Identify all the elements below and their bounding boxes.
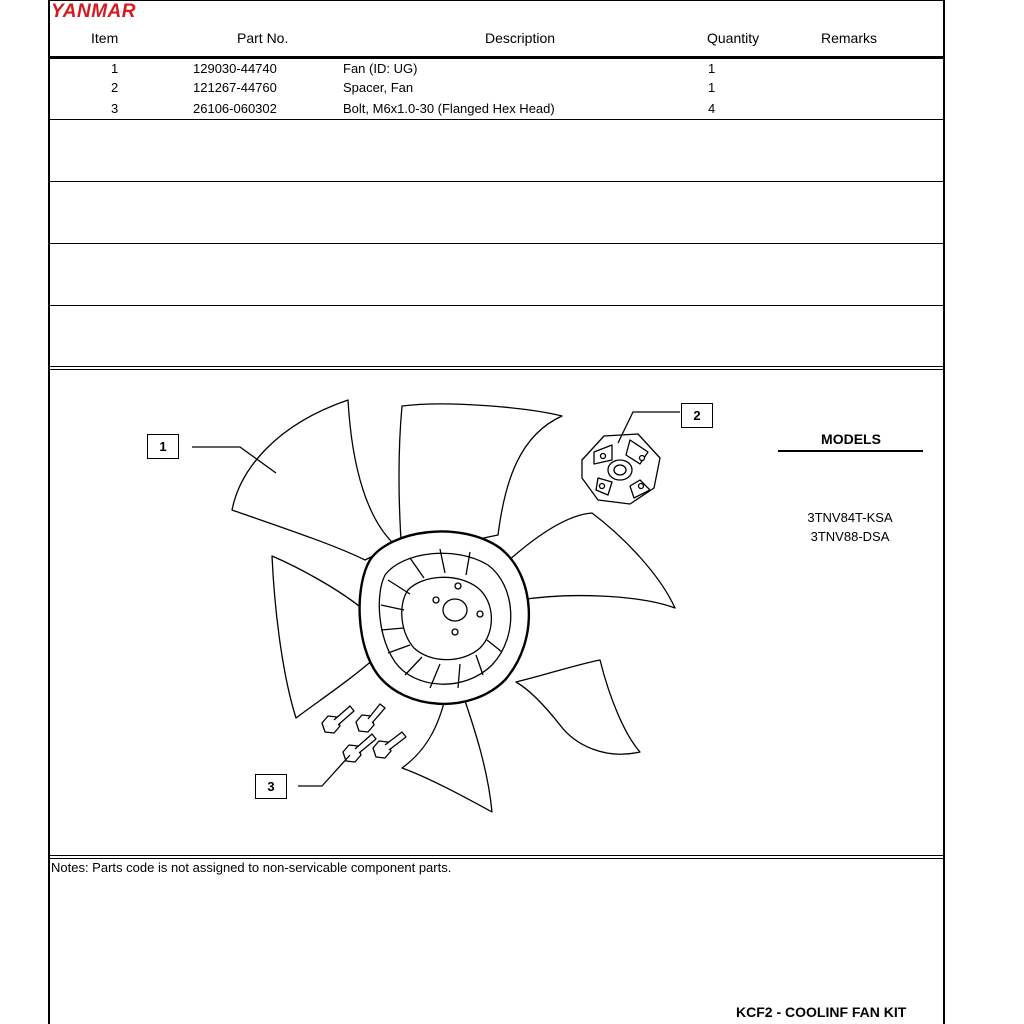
bolt	[373, 732, 406, 758]
header-divider	[48, 56, 945, 59]
yanmar-logo: YANMAR	[51, 1, 136, 22]
row-description: Bolt, M6x1.0-30 (Flanged Hex Head)	[343, 101, 555, 116]
fan-spacer	[582, 434, 660, 504]
callout-1: 1	[147, 434, 179, 459]
bolt	[356, 704, 385, 732]
kit-title: KCF2 - COOLINF FAN KIT	[736, 1004, 907, 1020]
bolt	[322, 706, 354, 733]
callout-3: 3	[255, 774, 287, 799]
row-divider	[48, 119, 945, 120]
callout-2: 2	[681, 403, 713, 428]
flange-bolts	[322, 704, 406, 762]
header-quantity: Quantity	[707, 30, 760, 46]
header-item: Item	[91, 30, 119, 46]
notes-divider	[48, 855, 945, 856]
row-quantity: 1	[708, 61, 716, 76]
frame-top-border	[48, 0, 945, 1]
fan-blade	[232, 400, 395, 560]
row-divider	[48, 243, 945, 244]
fan-blade	[272, 556, 375, 718]
model-name: 3TNV84T-KSA	[807, 510, 893, 525]
models-underline	[778, 450, 923, 452]
row-quantity: 1	[708, 80, 716, 95]
row-part-no: 129030-44740	[193, 61, 277, 76]
row-part-no: 26106-060302	[193, 101, 277, 116]
fan-hub	[360, 531, 529, 703]
notes-text: Notes: Parts code is not assigned to non-servicable component parts.	[51, 860, 452, 875]
fan-blade	[516, 660, 640, 754]
header-description: Description	[485, 30, 556, 46]
row-item: 2	[111, 80, 119, 95]
row-item: 1	[111, 61, 119, 76]
row-quantity: 4	[708, 101, 716, 116]
row-description: Spacer, Fan	[343, 80, 414, 95]
header-part-no: Part No.	[237, 30, 289, 46]
row-description: Fan (ID: UG)	[343, 61, 418, 76]
row-item: 3	[111, 101, 119, 116]
diagram-top-divider	[48, 366, 945, 367]
fan-blade	[402, 692, 492, 812]
models-title: MODELS	[821, 431, 881, 447]
row-divider	[48, 181, 945, 182]
row-divider	[48, 305, 945, 306]
header-remarks: Remarks	[821, 30, 878, 46]
row-part-no: 121267-44760	[193, 80, 277, 95]
model-name: 3TNV88-DSA	[810, 529, 890, 544]
frame-right-border	[943, 0, 945, 1024]
